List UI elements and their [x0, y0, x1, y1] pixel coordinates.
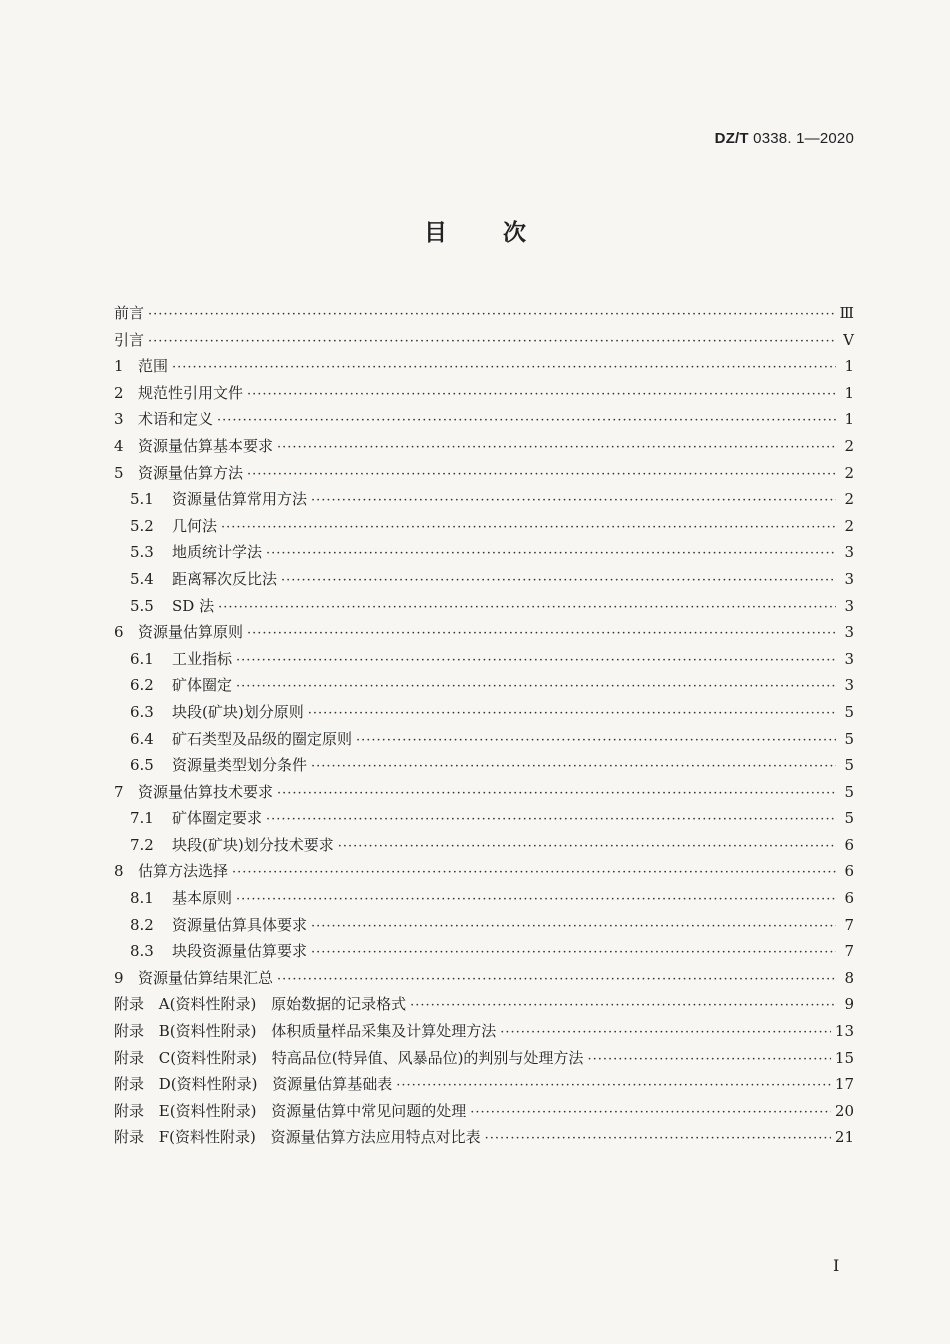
toc-entry[interactable]	[114, 619, 854, 646]
toc-entry[interactable]	[114, 699, 854, 726]
toc-entry[interactable]	[114, 593, 854, 620]
toc-entry-page: 13	[834, 1022, 854, 1041]
toc-entry[interactable]	[114, 327, 854, 354]
toc-entry-number: 1	[114, 357, 124, 376]
toc-entry[interactable]	[114, 991, 854, 1018]
toc-entry-label: 资源量估算常用方法	[172, 490, 308, 509]
toc-entry-page: 20	[834, 1101, 854, 1120]
toc-entry-page: 3	[844, 596, 854, 615]
toc-entry-page: 1	[844, 383, 854, 402]
toc-leader-dots	[277, 781, 836, 808]
toc-entry-page: Ⅲ	[839, 304, 854, 322]
toc-entry-label: 几何法	[172, 516, 218, 535]
toc-entry[interactable]	[114, 672, 854, 699]
toc-leader-dots	[485, 1126, 831, 1153]
toc-entry-number: 8	[114, 862, 124, 881]
toc-leader-dots	[172, 355, 836, 382]
toc-leader-dots	[148, 329, 836, 356]
toc-entry[interactable]	[114, 300, 854, 327]
toc-entry-label: 术语和定义	[138, 410, 214, 429]
toc-entry-label: SD 法	[172, 596, 215, 615]
toc-entry-number: 8.1	[130, 889, 154, 908]
toc-entry-label: 距离幂次反比法	[172, 569, 278, 588]
toc-entry-number: 7.1	[130, 809, 154, 828]
toc-entry-number: 6.1	[130, 649, 154, 668]
toc-entry[interactable]	[114, 646, 854, 673]
toc-entry[interactable]	[114, 539, 854, 566]
toc-entry[interactable]	[114, 912, 854, 939]
toc-entry-label: 附录 E(资料性附录) 资源量估算中常见问题的处理	[114, 1101, 467, 1120]
page-number: Ⅰ	[833, 1256, 840, 1275]
toc-entry-number: 6.4	[130, 729, 154, 748]
toc-entry[interactable]	[114, 752, 854, 779]
table-of-contents	[114, 300, 854, 1151]
toc-entry[interactable]	[114, 1045, 854, 1072]
toc-entry-page: 6	[844, 862, 854, 881]
toc-entry-number: 5	[114, 463, 124, 482]
toc-leader-dots	[470, 1100, 831, 1127]
toc-entry[interactable]	[114, 353, 854, 380]
toc-entry-label: 资源量估算原则	[138, 623, 244, 642]
toc-leader-dots	[281, 568, 836, 595]
toc-entry-label: 范围	[138, 357, 169, 376]
toc-entry-page: 15	[834, 1048, 854, 1067]
toc-entry-label: 块段资源量估算要求	[172, 942, 308, 961]
toc-leader-dots	[308, 701, 836, 728]
toc-entry-page: 5	[844, 756, 854, 775]
toc-entry-label: 地质统计学法	[172, 543, 263, 562]
toc-entry-label: 资源量估算结果汇总	[138, 968, 274, 987]
toc-entry-page: 5	[844, 729, 854, 748]
toc-entry-label: 附录 C(资料性附录) 特高品位(特异值、风暴品位)的判别与处理方法	[114, 1048, 584, 1067]
toc-leader-dots	[311, 488, 836, 515]
toc-entry-page: 8	[844, 968, 854, 987]
toc-entry[interactable]	[114, 832, 854, 859]
toc-leader-dots	[396, 1073, 831, 1100]
toc-entry-label: 附录 B(资料性附录) 体积质量样品采集及计算处理方法	[114, 1022, 497, 1041]
toc-entry[interactable]	[114, 805, 854, 832]
toc-leader-dots	[236, 648, 836, 675]
toc-entry-number: 6	[114, 623, 124, 642]
toc-entry-page: 3	[844, 649, 854, 668]
toc-entry-page: 3	[844, 623, 854, 642]
toc-entry-label: 矿体圈定要求	[172, 809, 263, 828]
toc-leader-dots	[410, 993, 836, 1020]
toc-entry-number: 8.3	[130, 942, 154, 961]
toc-entry-label: 估算方法选择	[138, 862, 229, 881]
toc-entry-label: 块段(矿块)划分原则	[172, 702, 304, 721]
toc-entry-page: 5	[844, 782, 854, 801]
toc-entry-number: 8.2	[130, 915, 154, 934]
toc-entry-page: 2	[844, 436, 854, 455]
toc-entry-page: 2	[844, 490, 854, 509]
document-code-prefix: DZ/T	[714, 130, 749, 147]
toc-entry-number: 5.3	[130, 543, 154, 562]
toc-entry-number: 4	[114, 436, 124, 455]
toc-leader-dots	[266, 541, 836, 568]
toc-leader-dots	[247, 382, 836, 409]
toc-leader-dots	[218, 595, 836, 622]
toc-entry[interactable]	[114, 1018, 854, 1045]
toc-leader-dots	[221, 515, 836, 542]
toc-entry[interactable]	[114, 1098, 854, 1125]
toc-entry-label: 矿体圈定	[172, 676, 233, 695]
toc-entry[interactable]	[114, 433, 854, 460]
toc-entry[interactable]	[114, 858, 854, 885]
toc-entry-number: 6.2	[130, 676, 154, 695]
toc-entry-label: 基本原则	[172, 889, 233, 908]
toc-entry-page: 2	[844, 463, 854, 482]
toc-entry-number: 5.5	[130, 596, 154, 615]
toc-entry-label: 矿石类型及品级的圈定原则	[172, 729, 353, 748]
toc-leader-dots	[236, 887, 836, 914]
toc-entry[interactable]	[114, 566, 854, 593]
toc-entry-label: 引言	[114, 330, 145, 349]
toc-entry-label: 规范性引用文件	[138, 383, 244, 402]
toc-entry[interactable]	[114, 885, 854, 912]
toc-entry-page: 1	[844, 410, 854, 429]
toc-entry-label: 附录 A(资料性附录) 原始数据的记录格式	[114, 995, 407, 1014]
document-code-number: 0338. 1—2020	[753, 130, 854, 147]
toc-entry[interactable]	[114, 779, 854, 806]
toc-entry[interactable]	[114, 406, 854, 433]
toc-entry-number: 6.3	[130, 702, 154, 721]
toc-leader-dots	[236, 674, 836, 701]
toc-leader-dots	[266, 807, 836, 834]
toc-entry[interactable]	[114, 1071, 854, 1098]
toc-entry[interactable]	[114, 1124, 854, 1151]
toc-entry-page: 7	[844, 942, 854, 961]
toc-entry[interactable]	[114, 965, 854, 992]
toc-entry-page: 6	[844, 835, 854, 854]
toc-leader-dots	[247, 621, 836, 648]
toc-entry-number: 2	[114, 383, 124, 402]
toc-entry-number: 3	[114, 410, 124, 429]
toc-leader-dots	[311, 754, 836, 781]
document-code	[715, 130, 854, 147]
toc-entry-label: 块段(矿块)划分技术要求	[172, 835, 334, 854]
toc-leader-dots	[356, 728, 836, 755]
toc-entry[interactable]	[114, 380, 854, 407]
toc-leader-dots	[277, 435, 836, 462]
toc-entry-number: 6.5	[130, 756, 154, 775]
toc-leader-dots	[500, 1020, 831, 1047]
page-title: 目次	[424, 220, 582, 246]
toc-leader-dots	[587, 1047, 830, 1074]
toc-leader-dots	[311, 914, 836, 941]
toc-entry-page: 3	[844, 569, 854, 588]
toc-entry-label: 资源量类型划分条件	[172, 756, 308, 775]
toc-entry-label: 附录 D(资料性附录) 资源量估算基础表	[114, 1075, 393, 1094]
toc-entry[interactable]	[114, 938, 854, 965]
toc-entry-page: 5	[844, 702, 854, 721]
toc-entry-number: 5.2	[130, 516, 154, 535]
toc-entry-label: 资源量估算具体要求	[172, 915, 308, 934]
toc-leader-dots	[277, 967, 836, 994]
toc-entry[interactable]	[114, 486, 854, 513]
toc-entry[interactable]	[114, 513, 854, 540]
toc-entry-number: 9	[114, 968, 124, 987]
toc-entry-page: 6	[844, 889, 854, 908]
toc-entry-page: Ⅴ	[843, 330, 854, 349]
toc-entry-page: 9	[844, 995, 854, 1014]
toc-entry-label: 附录 F(资料性附录) 资源量估算方法应用特点对比表	[114, 1128, 481, 1147]
toc-leader-dots	[311, 940, 836, 967]
toc-entry-label: 工业指标	[172, 649, 233, 668]
toc-leader-dots	[217, 408, 836, 435]
toc-entry-page: 21	[834, 1128, 854, 1147]
toc-leader-dots	[148, 302, 836, 329]
toc-entry-page: 17	[834, 1075, 854, 1094]
toc-entry-label: 前言	[114, 304, 145, 322]
toc-entry-page: 7	[844, 915, 854, 934]
toc-leader-dots	[338, 834, 836, 861]
toc-entry-label: 资源量估算基本要求	[138, 436, 274, 455]
toc-leader-dots	[232, 860, 836, 887]
toc-entry-page: 3	[844, 543, 854, 562]
toc-entry-page: 2	[844, 516, 854, 535]
toc-leader-dots	[247, 462, 836, 489]
toc-entry-number: 7.2	[130, 835, 154, 854]
toc-entry-number: 5.4	[130, 569, 154, 588]
toc-entry-page: 1	[844, 357, 854, 376]
toc-entry-label: 资源量估算技术要求	[138, 782, 274, 801]
toc-entry-page: 3	[844, 676, 854, 695]
toc-entry-page: 5	[844, 809, 854, 828]
toc-entry-label: 资源量估算方法	[138, 463, 244, 482]
toc-entry[interactable]	[114, 460, 854, 487]
toc-entry[interactable]	[114, 726, 854, 753]
toc-entry-number: 5.1	[130, 490, 154, 509]
toc-entry-number: 7	[114, 782, 124, 801]
